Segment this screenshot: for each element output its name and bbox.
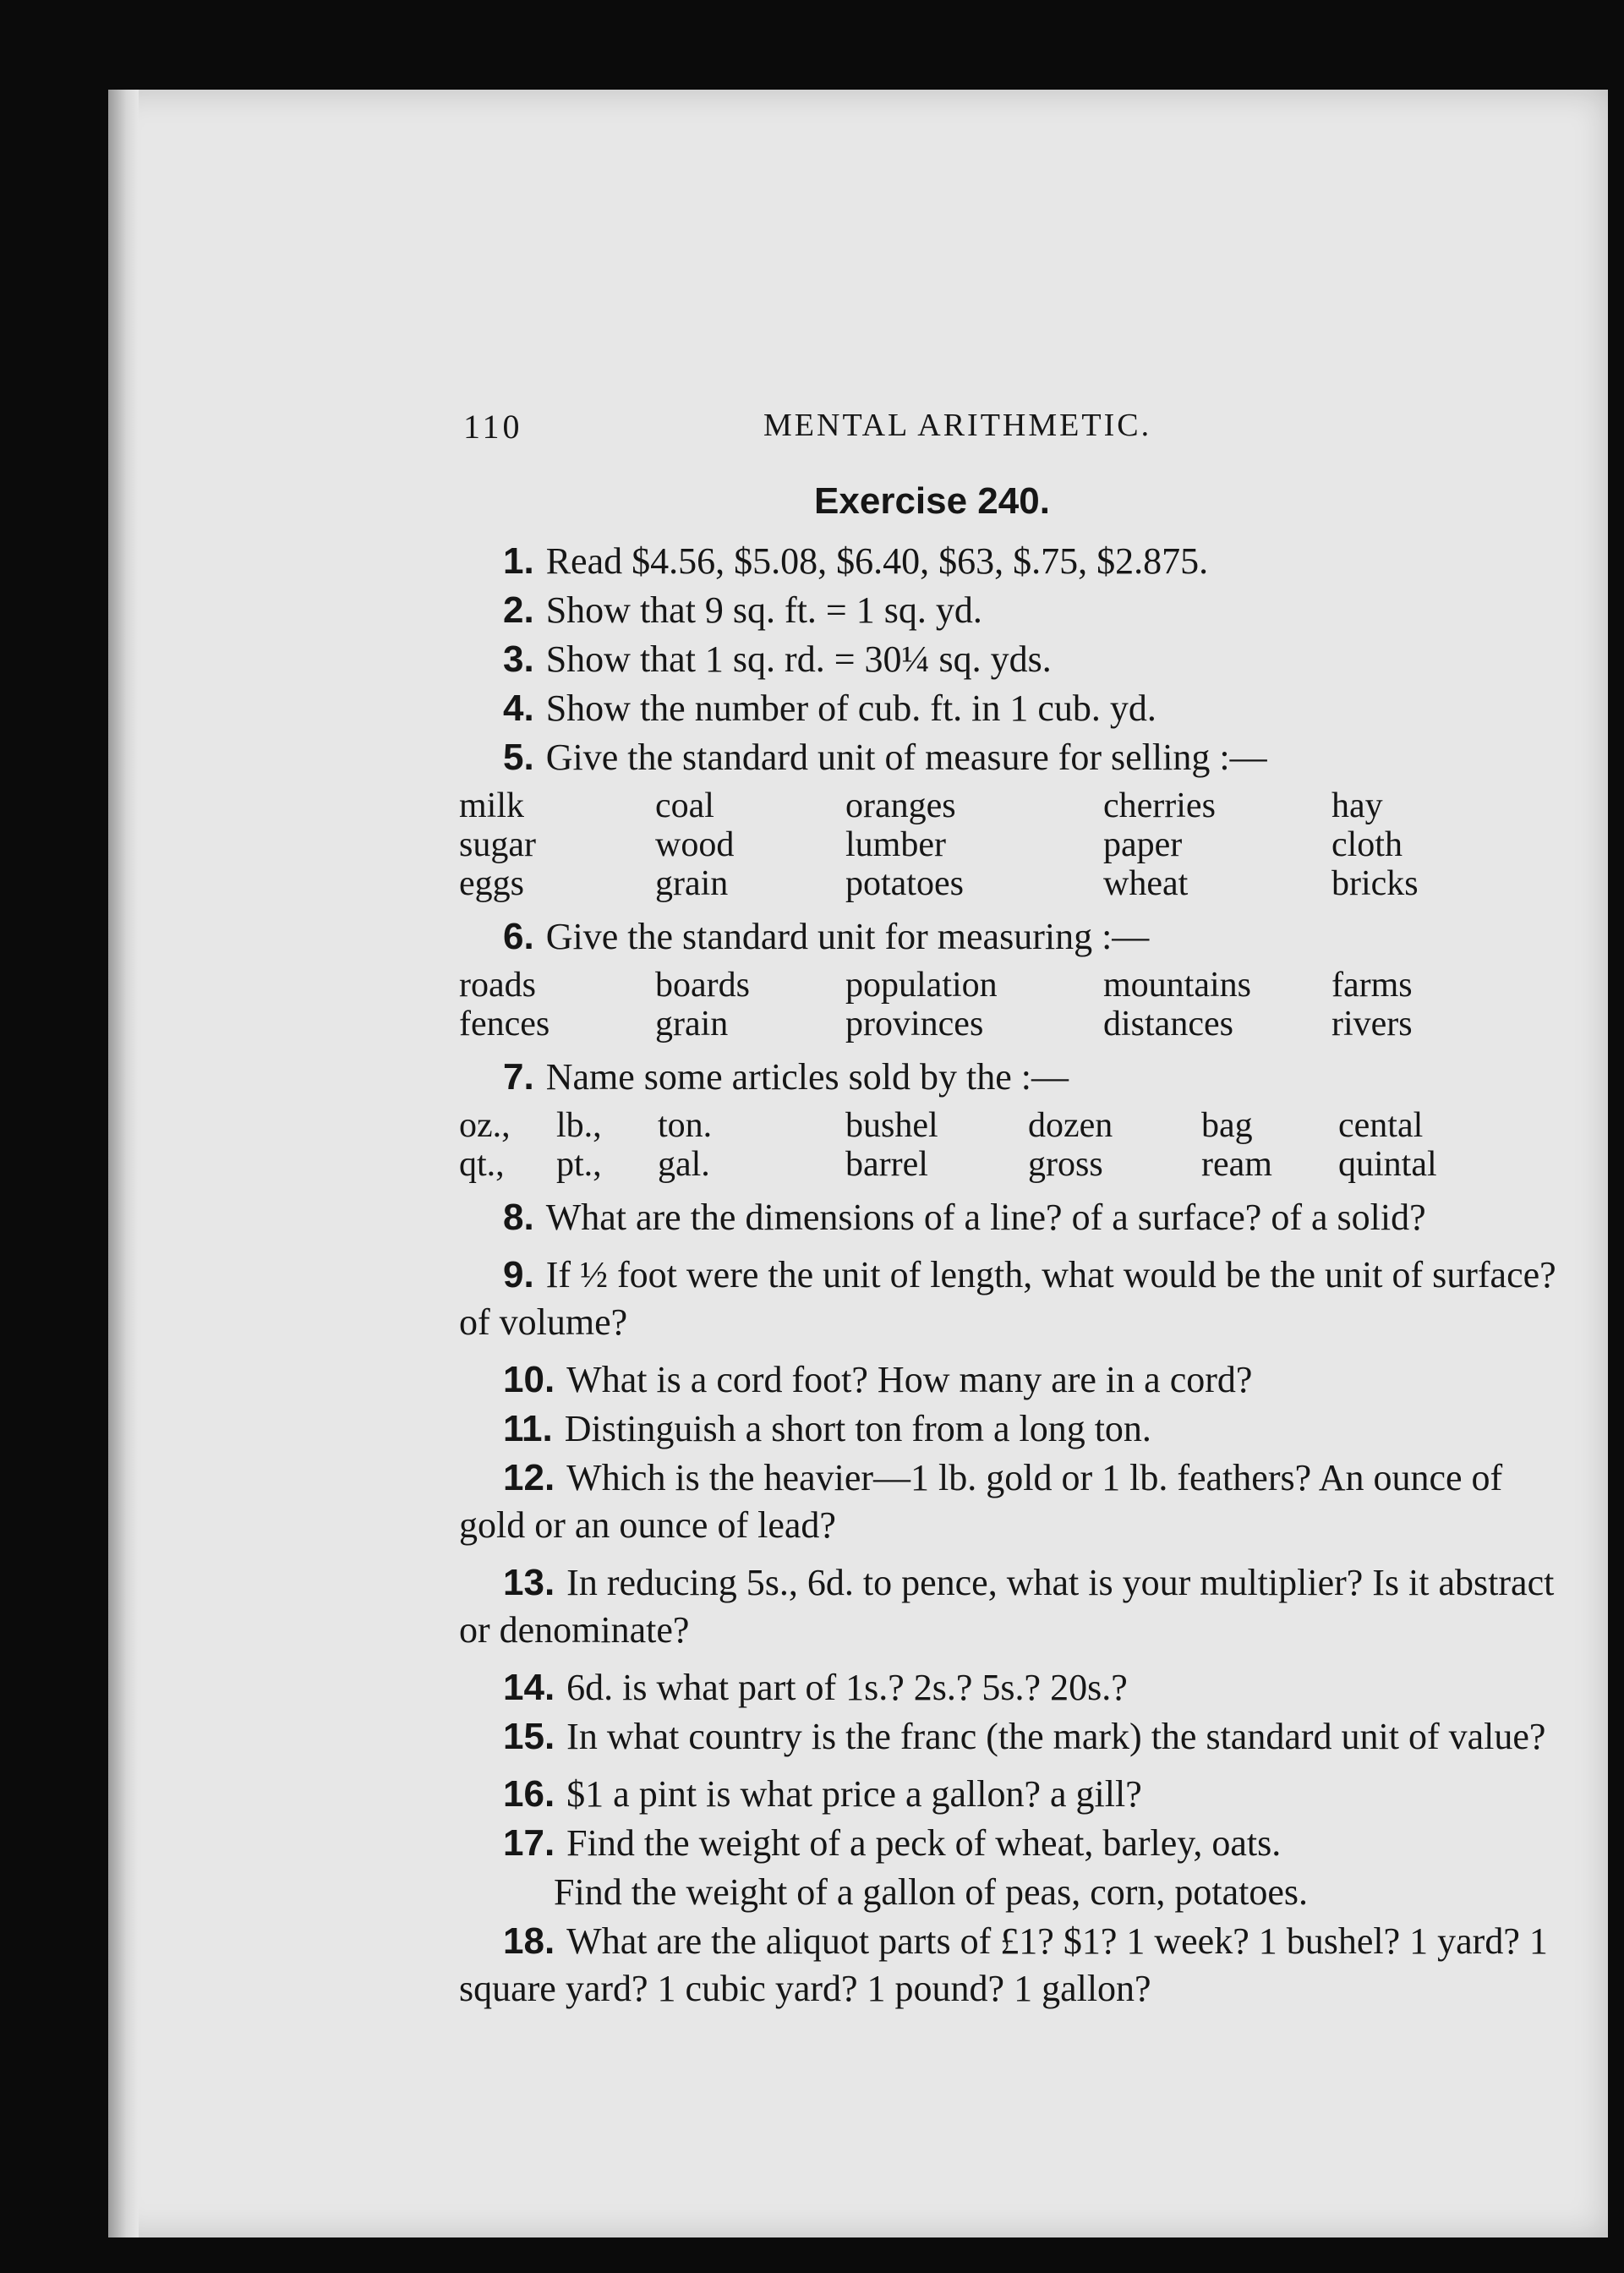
list-item: bag (1201, 1106, 1253, 1145)
list-item: paper (1103, 825, 1183, 864)
question-number: 18. (503, 1920, 555, 1962)
page-number: 110 (463, 408, 523, 446)
question-text: What are the aliquot parts of £1? $1? 1 week? 1 bushel? 1 yard? 1 square yard? 1 cubic yard? 1 pound? 1 gallon? (459, 1920, 1548, 2009)
question-number: 11. (503, 1408, 553, 1449)
question-2 (459, 587, 1575, 634)
list-item: pt., (556, 1145, 602, 1184)
question-text: If ½ foot were the unit of length, what would be the unit of surface? of volume? (459, 1254, 1556, 1343)
question-text: 6d. is what part of 1s.? 2s.? 5s.? 20s.? (566, 1667, 1128, 1708)
question-number: 4. (503, 687, 534, 729)
list-item: gal. (658, 1145, 710, 1184)
list-item: ton. (658, 1106, 713, 1145)
list-item: fences (459, 1005, 550, 1043)
question-17-continuation: Find the weight of a gallon of peas, corn, potatoes. (554, 1871, 1309, 1913)
question-number: 13. (503, 1562, 555, 1603)
question-11 (459, 1405, 1575, 1453)
question-13 (459, 1559, 1575, 1654)
question-number: 6. (503, 916, 534, 957)
list-item: boards (655, 966, 750, 1005)
question-text: Which is the heavier—1 lb. gold or 1 lb. feathers? An ounce of gold or an ounce of lead? (459, 1457, 1503, 1546)
question-text: In what country is the franc (the mark) the standard unit of value? (566, 1716, 1546, 1757)
question-text: In reducing 5s., 6d. to pence, what is your multiplier? Is it abstract or denominate? (459, 1562, 1555, 1651)
question-7 (459, 1054, 1575, 1101)
running-title: MENTAL ARITHMETIC. (763, 408, 1152, 443)
list-item: cherries (1103, 786, 1216, 825)
list-item: lb., (556, 1106, 602, 1145)
list-item: dozen (1028, 1106, 1113, 1145)
question-text: Show that 1 sq. rd. = 30¼ sq. yds. (545, 638, 1052, 680)
question-text: $1 a pint is what price a gallon? a gill? (566, 1773, 1142, 1815)
question-number: 1. (503, 540, 534, 582)
question-12 (459, 1454, 1575, 1549)
list-item: wood (655, 825, 735, 864)
question-number: 3. (503, 638, 534, 680)
list-item: wheat (1103, 864, 1189, 903)
list-item: cloth (1331, 825, 1403, 864)
exercise-heading: Exercise 240. (814, 480, 1050, 522)
list-item: rivers (1331, 1005, 1413, 1043)
list-item: provinces (845, 1005, 984, 1043)
list-item: bricks (1331, 864, 1419, 903)
question-15 (459, 1713, 1575, 1761)
selling-items-list (459, 786, 1575, 903)
question-number: 17. (503, 1822, 555, 1864)
question-text: What are the dimensions of a line? of a surface? of a solid? (545, 1197, 1426, 1238)
list-item: farms (1331, 966, 1413, 1005)
list-item: roads (459, 966, 536, 1005)
list-item: potatoes (845, 864, 964, 903)
list-item: hay (1331, 786, 1383, 825)
list-item: bushel (845, 1106, 938, 1145)
question-text: Show that 9 sq. ft. = 1 sq. yd. (545, 589, 982, 631)
question-number: 9. (503, 1254, 534, 1295)
question-8 (459, 1194, 1575, 1241)
list-item: distances (1103, 1005, 1233, 1043)
question-number: 5. (503, 737, 534, 778)
list-item: qt., (459, 1145, 505, 1184)
page-header (108, 407, 1608, 449)
list-item: cental (1338, 1106, 1424, 1145)
question-text: What is a cord foot? How many are in a cord? (566, 1359, 1253, 1400)
question-17 (459, 1820, 1575, 1867)
question-5 (459, 734, 1575, 781)
question-10 (459, 1356, 1575, 1404)
list-item: quintal (1338, 1145, 1437, 1184)
question-text: Find the weight of a peck of wheat, barley, oats. (566, 1822, 1282, 1864)
list-item: grain (655, 864, 729, 903)
question-number: 7. (503, 1056, 534, 1098)
list-item: mountains (1103, 966, 1251, 1005)
list-item: oz., (459, 1106, 511, 1145)
question-text: Distinguish a short ton from a long ton. (564, 1408, 1151, 1449)
list-item: sugar (459, 825, 536, 864)
question-number: 12. (503, 1457, 555, 1498)
question-text: Give the standard unit for measuring :— (545, 916, 1150, 957)
question-number: 2. (503, 589, 534, 631)
measuring-items-list (459, 966, 1575, 1043)
question-text: Give the standard unit of measure for selling :— (545, 737, 1267, 778)
list-item: eggs (459, 864, 524, 903)
question-number: 15. (503, 1716, 555, 1757)
question-9 (459, 1252, 1575, 1346)
sold-by-items-list (459, 1106, 1575, 1184)
question-text: Read $4.56, $5.08, $6.40, $63, $.75, $2.875. (545, 540, 1209, 582)
exercise-body (459, 538, 1575, 2014)
question-number: 16. (503, 1773, 555, 1815)
list-item: population (845, 966, 998, 1005)
question-3 (459, 636, 1575, 683)
question-18 (459, 1918, 1575, 2013)
question-6 (459, 913, 1575, 961)
list-item: lumber (845, 825, 946, 864)
question-14 (459, 1664, 1575, 1712)
list-item: grain (655, 1005, 729, 1043)
question-number: 10. (503, 1359, 555, 1400)
question-number: 8. (503, 1197, 534, 1238)
book-page (108, 90, 1608, 2237)
question-16 (459, 1771, 1575, 1818)
list-item: oranges (845, 786, 956, 825)
list-item: gross (1028, 1145, 1103, 1184)
question-1 (459, 538, 1575, 585)
list-item: barrel (845, 1145, 928, 1184)
list-item: coal (655, 786, 714, 825)
question-4 (459, 685, 1575, 732)
question-text: Show the number of cub. ft. in 1 cub. yd. (545, 687, 1156, 729)
list-item: milk (459, 786, 525, 825)
question-text: Name some articles sold by the :— (545, 1056, 1069, 1098)
list-item: ream (1201, 1145, 1272, 1184)
question-number: 14. (503, 1667, 555, 1708)
